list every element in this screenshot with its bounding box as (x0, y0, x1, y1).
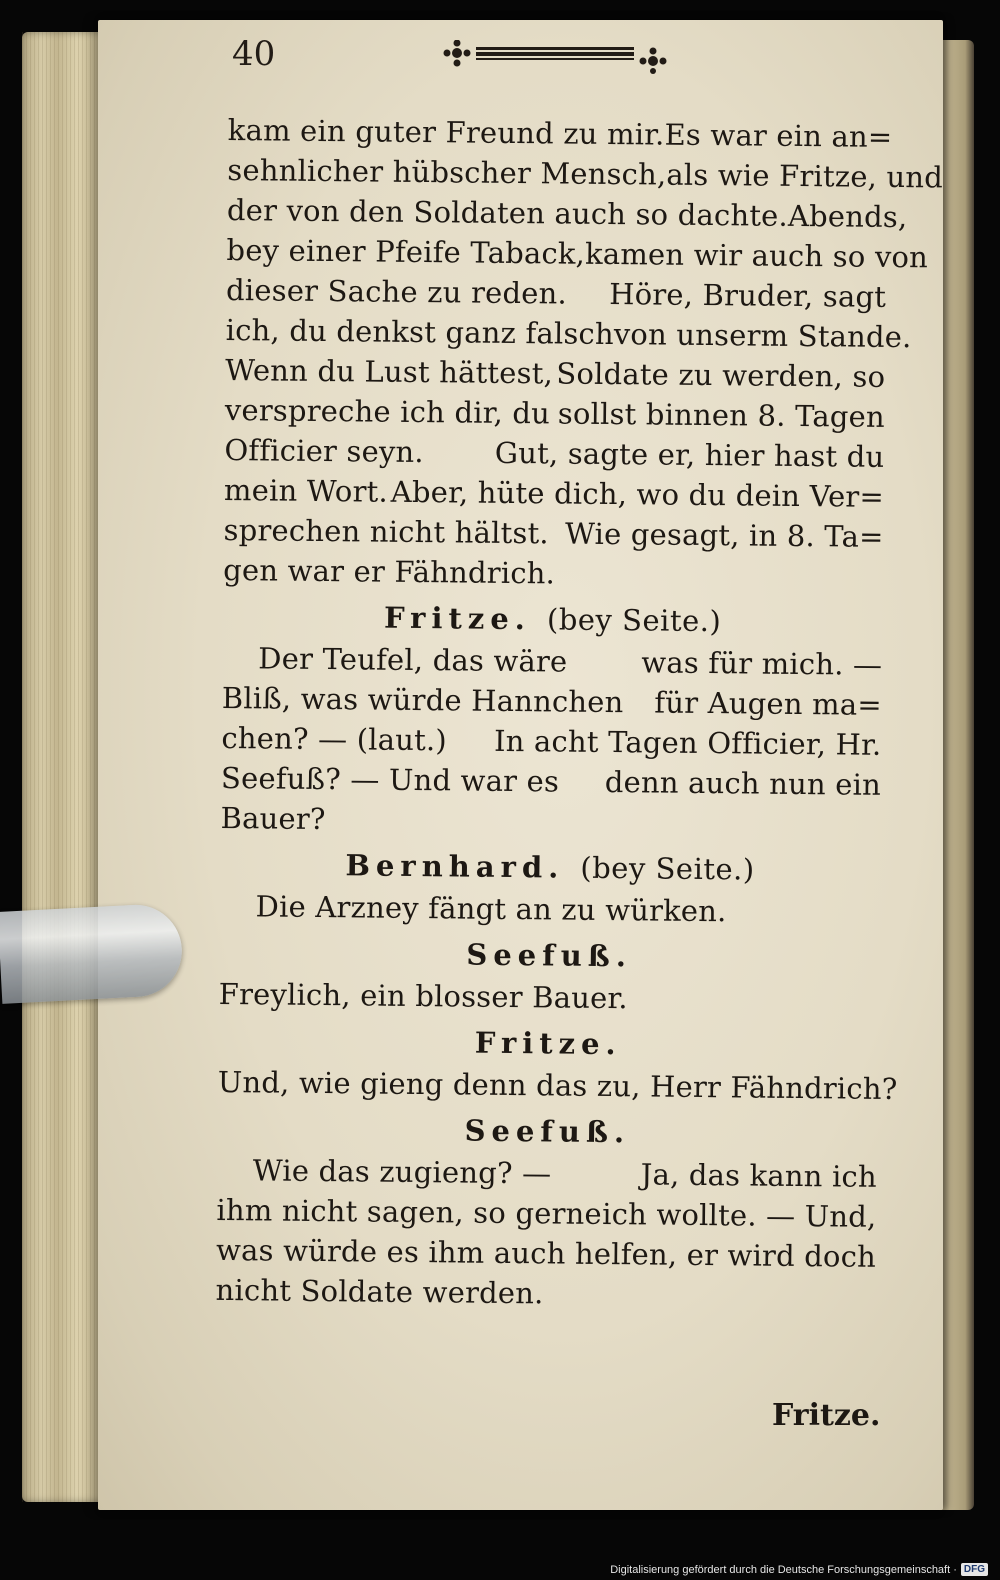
footer-credit (610, 1563, 988, 1576)
speaker-heading (217, 1108, 877, 1155)
speech-block (220, 638, 882, 845)
text-line (221, 718, 881, 765)
text-segment: helfen, er wird doch (574, 1236, 877, 1274)
text-segment: Höre, Bruder, sagt (609, 277, 887, 314)
text-line (217, 1150, 877, 1197)
text-segment: was für mich. — (641, 645, 883, 682)
speaker-heading (219, 932, 879, 979)
text-line (227, 110, 893, 157)
text-segment: Bauer? (220, 800, 326, 837)
text-segment: kam ein guter Freund zu mir. (227, 112, 665, 152)
text-segment: der von den Soldaten auch so dachte. (226, 192, 789, 233)
text-segment: chen? — (laut.) (221, 720, 448, 758)
text-segment: Officier seyn. (224, 432, 425, 470)
text-segment: Abends, (787, 198, 908, 235)
text-line (227, 150, 944, 197)
text-line (216, 1190, 876, 1237)
speech-line: Und, wie gieng denn das zu, Herr Fähndrich? (217, 1064, 898, 1107)
text-line (222, 638, 882, 685)
text-line (226, 230, 929, 277)
text-segment: nicht Soldate werden. (215, 1272, 544, 1311)
speech-block (215, 1150, 877, 1317)
speaker-name: Fritze. (474, 1025, 622, 1062)
text-segment: als wie Fritze, und (666, 157, 944, 195)
text-segment: ihm nicht sagen, so gerne (216, 1192, 603, 1231)
text-line (225, 310, 912, 357)
text-line (221, 758, 881, 805)
text-segment: Der Teufel, das wäre (258, 641, 568, 679)
text-segment: Wie gesagt, in 8. Ta= (564, 516, 884, 554)
speaker-name: Seefuß. (466, 937, 633, 974)
text-segment: von unserm Stande. (613, 317, 912, 355)
text-line (220, 798, 880, 845)
dfg-logo-icon: DFG (961, 1563, 988, 1576)
text-line (225, 350, 885, 397)
text-segment: kamen wir auch so von (584, 236, 929, 275)
page-clip (0, 903, 184, 1004)
text-segment: ich, du denkst ganz falsch (225, 312, 615, 352)
speaker-heading (222, 596, 882, 643)
catchword: Fritze. (772, 1398, 881, 1433)
text-line (216, 1230, 876, 1277)
text-segment: Aber, hüte dich, wo du dein Ver= (390, 474, 885, 514)
text-segment: dieser Sache zu reden. (225, 272, 568, 311)
text-segment: sehnlicher hübscher Mensch, (227, 152, 667, 192)
text-line (215, 1270, 875, 1317)
speaker-name: Bernhard. (345, 848, 565, 885)
text-segment: verspreche ich dir, du (224, 392, 551, 431)
text-segment: Wie das zugieng? — (252, 1153, 552, 1191)
text-segment: sprechen nicht hältst. (223, 512, 550, 551)
text-segment: Gut, sagte er, hier hast du (494, 435, 885, 474)
paragraph-1 (223, 110, 944, 597)
footer-credit-text: Digitalisierung gefördert durch die Deutsche Forschungsgemeinschaft · (610, 1563, 957, 1576)
text-segment: was würde es ihm auch (215, 1232, 566, 1271)
text-segment: ich wollte. — Und, (602, 1196, 877, 1234)
text-segment: bey einer Pfeife Taback, (226, 232, 586, 271)
text-line (223, 550, 883, 597)
text-segment: Es war ein an= (664, 117, 893, 154)
text-segment: für Augen ma= (654, 685, 882, 722)
text-line (222, 678, 882, 725)
text-line (226, 190, 908, 237)
text-segment: Soldate zu werden, so (556, 356, 886, 394)
text-line (226, 270, 886, 317)
speech-line: Die Arzney fängt an zu würken. (255, 889, 727, 929)
speech-line: Freylich, ein blosser Bauer. (218, 976, 628, 1016)
speaker-heading (218, 1020, 878, 1067)
text-segment: sollst binnen 8. Tagen (557, 396, 886, 434)
speaker-name: Seefuß. (464, 1113, 631, 1150)
text-segment: denn auch nun ein (604, 764, 882, 802)
text-segment: Bliß, was würde Hannchen (221, 680, 624, 720)
text-segment: Seefuß? — Und war es (220, 760, 560, 799)
stage-direction: (bey Seite.) (580, 850, 755, 887)
text-line (223, 510, 883, 557)
text-segment: In acht Tagen Officier, Hr. (493, 723, 882, 762)
floral-ornament-icon (440, 40, 670, 74)
text-line (225, 390, 885, 437)
text-line (224, 430, 884, 477)
text-segment: mein Wort. (223, 472, 389, 509)
text-line (224, 470, 884, 517)
text-segment: gen war er Fähndrich. (223, 552, 556, 591)
text-segment: Wenn du Lust hättest, (225, 352, 554, 391)
speaker-heading (220, 844, 880, 891)
speaker-name: Fritze. (383, 600, 532, 637)
page-number: 40 (232, 34, 276, 74)
page-text (215, 110, 944, 1317)
stage-direction: (bey Seite.) (546, 602, 722, 639)
text-segment: Ja, das kann ich (640, 1157, 878, 1194)
